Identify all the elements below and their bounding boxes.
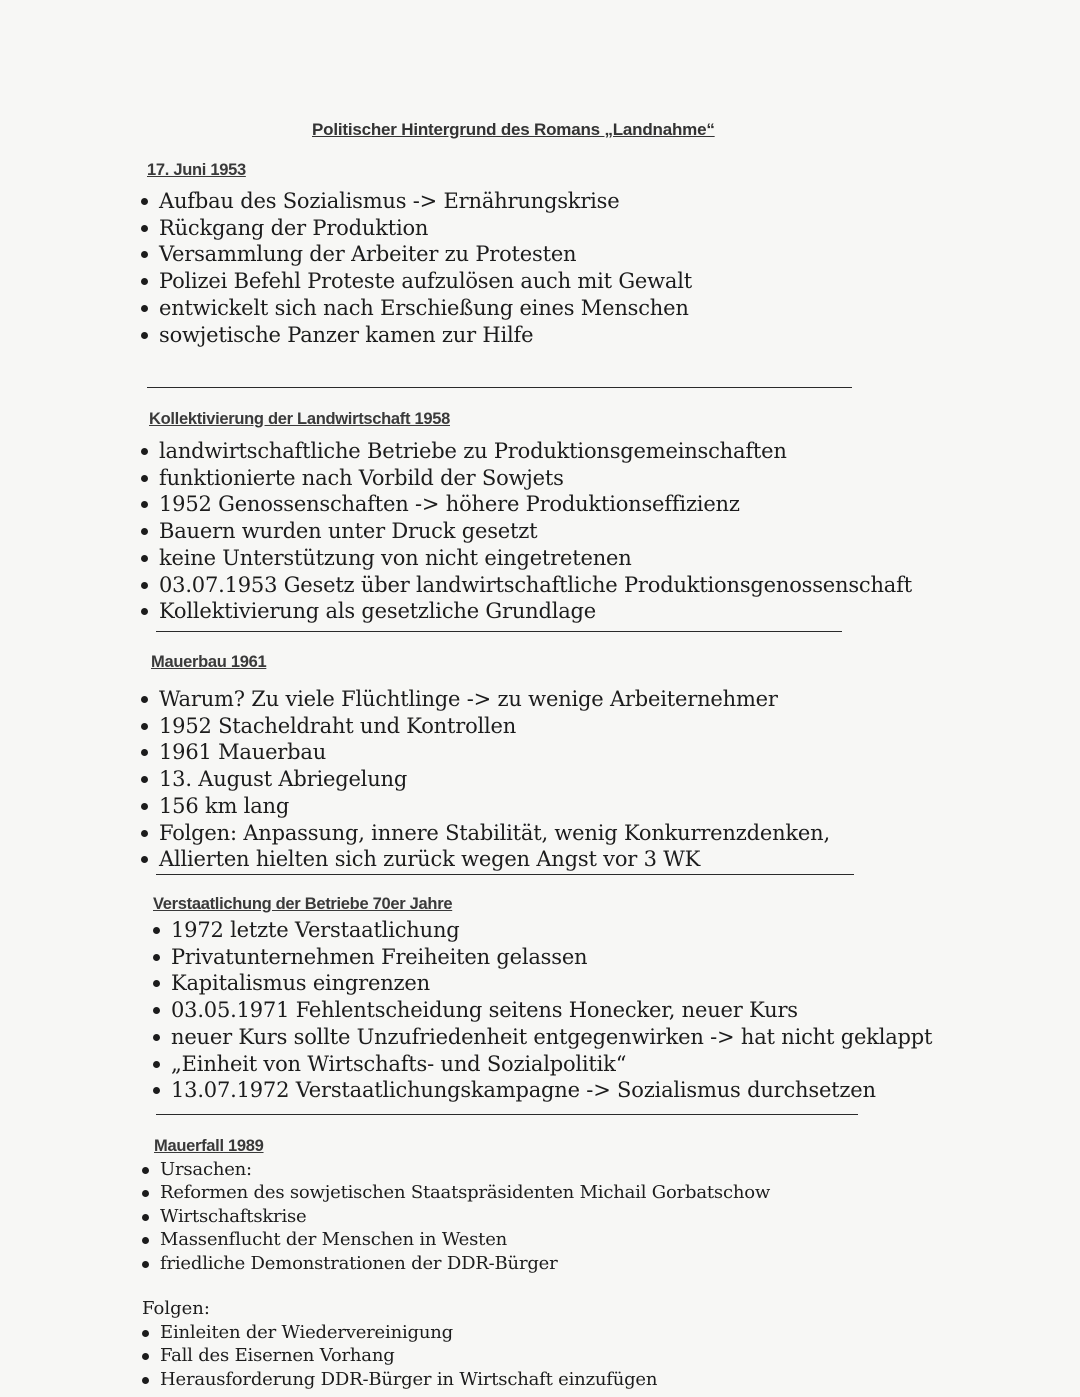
list-item: Versammlung der Arbeiter zu Protesten: [141, 241, 692, 268]
list-item: Kollektivierung als gesetzliche Grundlage: [141, 598, 912, 625]
list-item: 1952 Stacheldraht und Kontrollen: [141, 713, 830, 740]
list-item: 13.07.1972 Verstaatlichungskampagne -> Sozialismus durchsetzen: [153, 1077, 932, 1104]
section-list-mauerfall: [142, 1158, 770, 1275]
section-heading-mauerfall: Mauerfall 1989: [154, 1137, 264, 1155]
section-heading-mauerbau: Mauerbau 1961: [151, 653, 267, 671]
list-item: landwirtschaftliche Betriebe zu Produktionsgemeinschaften: [141, 438, 912, 465]
section-list-kollektivierung: [141, 438, 912, 625]
list-item: Wirtschaftskrise: [142, 1205, 770, 1228]
list-item: 156 km lang: [141, 793, 830, 820]
section-heading-kollektivierung: Kollektivierung der Landwirtschaft 1958: [149, 410, 450, 428]
list-item: Folgen: Anpassung, innere Stabilität, wenig Konkurrenzdenken,: [141, 820, 830, 847]
list-item: Polizei Befehl Proteste aufzulösen auch mit Gewalt: [141, 268, 692, 295]
list-item: Kapitalismus eingrenzen: [153, 970, 932, 997]
list-item: Ursachen:: [142, 1158, 770, 1181]
page-title: Politischer Hintergrund des Romans „Landnahme“: [312, 120, 715, 139]
list-item: Allierten hielten sich zurück wegen Angst vor 3 WK: [141, 846, 830, 873]
list-item: funktionierte nach Vorbild der Sowjets: [141, 465, 912, 492]
list-item: friedliche Demonstrationen der DDR-Bürger: [142, 1252, 770, 1275]
list-item: Aufbau des Sozialismus -> Ernährungskrise: [141, 188, 692, 215]
list-item: Warum? Zu viele Flüchtlinge -> zu wenige Arbeiternehmer: [141, 686, 830, 713]
list-item: neuer Kurs sollte Unzufriedenheit entgegenwirken -> hat nicht geklappt: [153, 1024, 932, 1051]
list-item: 1952 Genossenschaften -> höhere Produktionseffizienz: [141, 491, 912, 518]
divider-line: [147, 387, 852, 388]
divider-line: [156, 1114, 858, 1115]
list-item: Bauern wurden unter Druck gesetzt: [141, 518, 912, 545]
section-heading-verstaatlichung: Verstaatlichung der Betriebe 70er Jahre: [153, 895, 453, 913]
section-list-verstaatlichung: [153, 917, 932, 1104]
folgen-label: Folgen:: [142, 1298, 210, 1319]
list-item: Reformen des sowjetischen Staatspräsidenten Michail Gorbatschow: [142, 1181, 770, 1204]
list-item: 1961 Mauerbau: [141, 739, 830, 766]
list-item: keine Unterstützung von nicht eingetretenen: [141, 545, 912, 572]
section-list-mauerbau: [141, 686, 830, 873]
list-item: 13. August Abriegelung: [141, 766, 830, 793]
list-item: Einleiten der Wiedervereinigung: [142, 1321, 657, 1344]
divider-line: [156, 874, 854, 875]
list-item: Massenflucht der Menschen in Westen: [142, 1228, 770, 1251]
list-item: 03.07.1953 Gesetz über landwirtschaftliche Produktionsgenossenschaft: [141, 572, 912, 599]
list-item: Fall des Eisernen Vorhang: [142, 1344, 657, 1367]
divider-line: [156, 631, 842, 632]
list-item: 1972 letzte Verstaatlichung: [153, 917, 932, 944]
section-heading-juni-1953: 17. Juni 1953: [147, 161, 246, 179]
list-item: Privatunternehmen Freiheiten gelassen: [153, 944, 932, 971]
list-item: Herausforderung DDR-Bürger in Wirtschaft einzufügen: [142, 1368, 657, 1391]
list-item: Rückgang der Produktion: [141, 215, 692, 242]
list-item: 03.05.1971 Fehlentscheidung seitens Honecker, neuer Kurs: [153, 997, 932, 1024]
section-list-folgen: [142, 1321, 657, 1391]
section-list-juni-1953: [141, 188, 692, 348]
list-item: sowjetische Panzer kamen zur Hilfe: [141, 322, 692, 349]
list-item: entwickelt sich nach Erschießung eines Menschen: [141, 295, 692, 322]
list-item: „Einheit von Wirtschafts- und Sozialpolitik“: [153, 1051, 932, 1078]
